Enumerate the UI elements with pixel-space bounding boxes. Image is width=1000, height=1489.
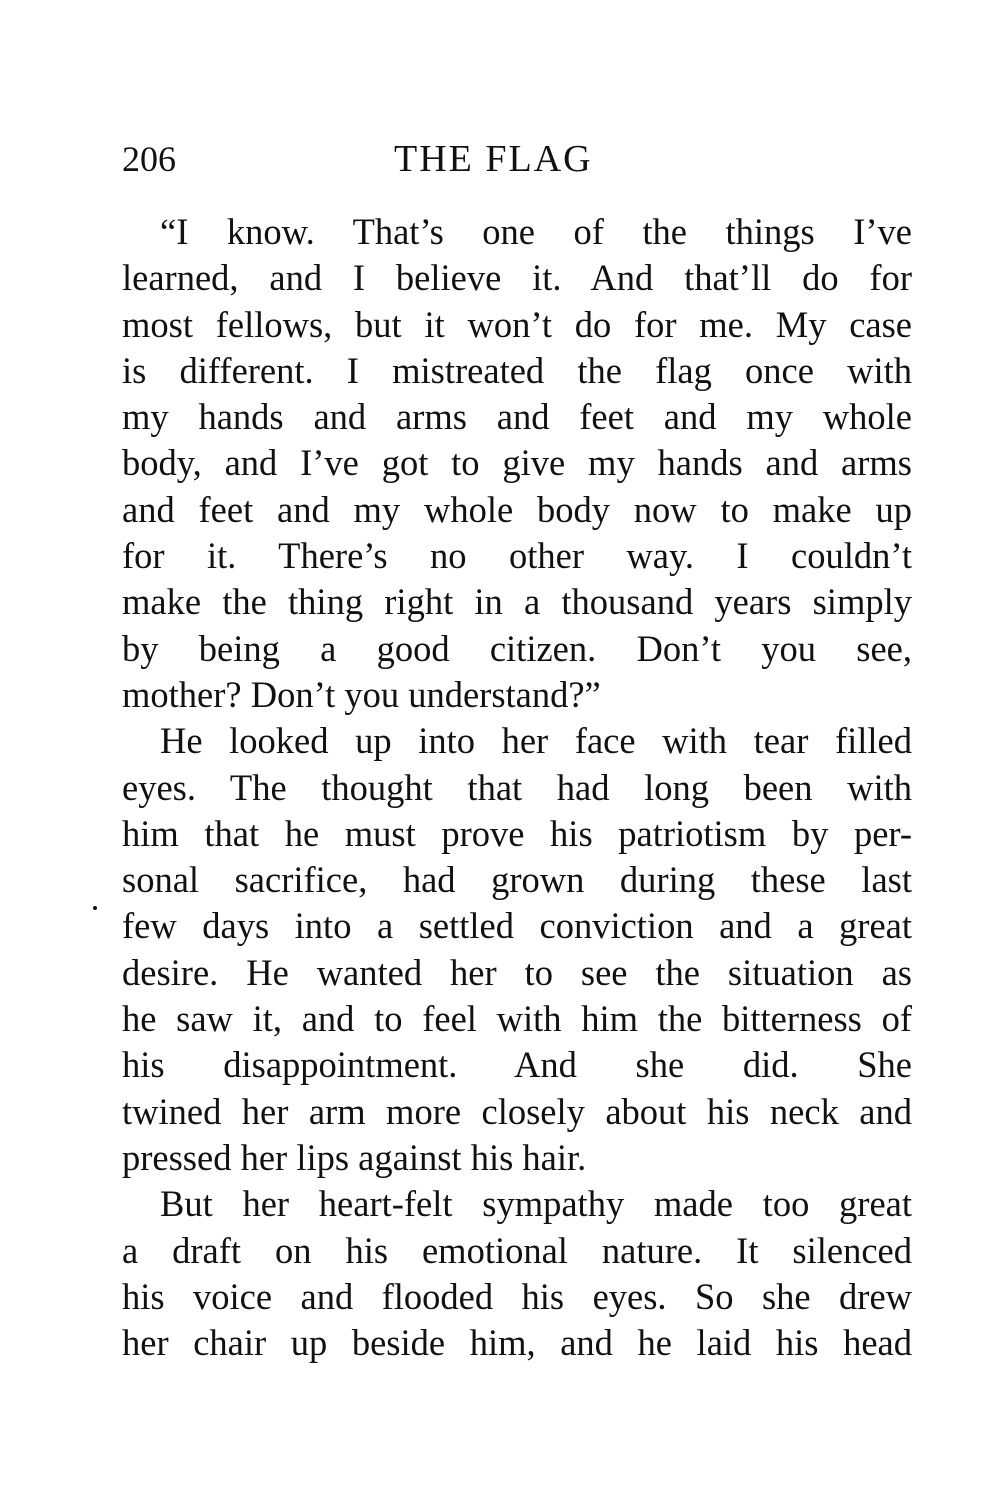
text-line: and feet and my whole body now to make up [122,488,912,530]
text-line: his disappointment. And she did. She [122,1044,912,1086]
text-line: is different. I mistreated the flag once with [122,349,912,391]
text-line: But her heart-felt sympathy made too great [160,1183,912,1225]
text-line: his voice and flooded his eyes. So she drew [122,1275,912,1317]
text-line: by being a good citizen. Don’t you see, [122,627,912,669]
text-line: most fellows, but it won’t do for me. My case [122,303,912,345]
text-line: eyes. The thought that had long been with [122,766,912,808]
text-line: mother? Don’t you understand?” [122,673,601,715]
text-line: my hands and arms and feet and my whole [122,396,912,438]
text-line: he saw it, and to feel with him the bitterness of [122,998,912,1040]
text-line: body, and I’ve got to give my hands and arms [122,442,912,484]
text-line: sonal sacrifice, had grown during these last [122,859,912,901]
page-number: 206 [122,139,176,179]
body-text [122,209,912,1366]
text-line: make the thing right in a thousand years simply [122,581,912,623]
text-line: twined her arm more closely about his neck and [122,1090,912,1132]
text-line: He looked up into her face with tear filled [160,720,912,762]
running-title: THE FLAG [394,138,593,180]
text-line: “I know. That’s one of the things I’ve [160,211,912,252]
page-header [122,134,912,184]
text-line: her chair up beside him, and he laid his head [122,1322,912,1364]
text-line: a draft on his emotional nature. It silenced [122,1229,912,1271]
text-line: few days into a settled conviction and a great [122,905,912,947]
text-line: desire. He wanted her to see the situation as [122,951,912,993]
text-line: learned, and I believe it. And that’ll do for [122,257,912,299]
text-line: for it. There’s no other way. I couldn’t [122,535,912,577]
text-line: him that he must prove his patriotism by per- [122,812,912,854]
text-line: pressed her lips against his hair. [122,1136,587,1178]
stray-ink-dot [93,906,97,910]
